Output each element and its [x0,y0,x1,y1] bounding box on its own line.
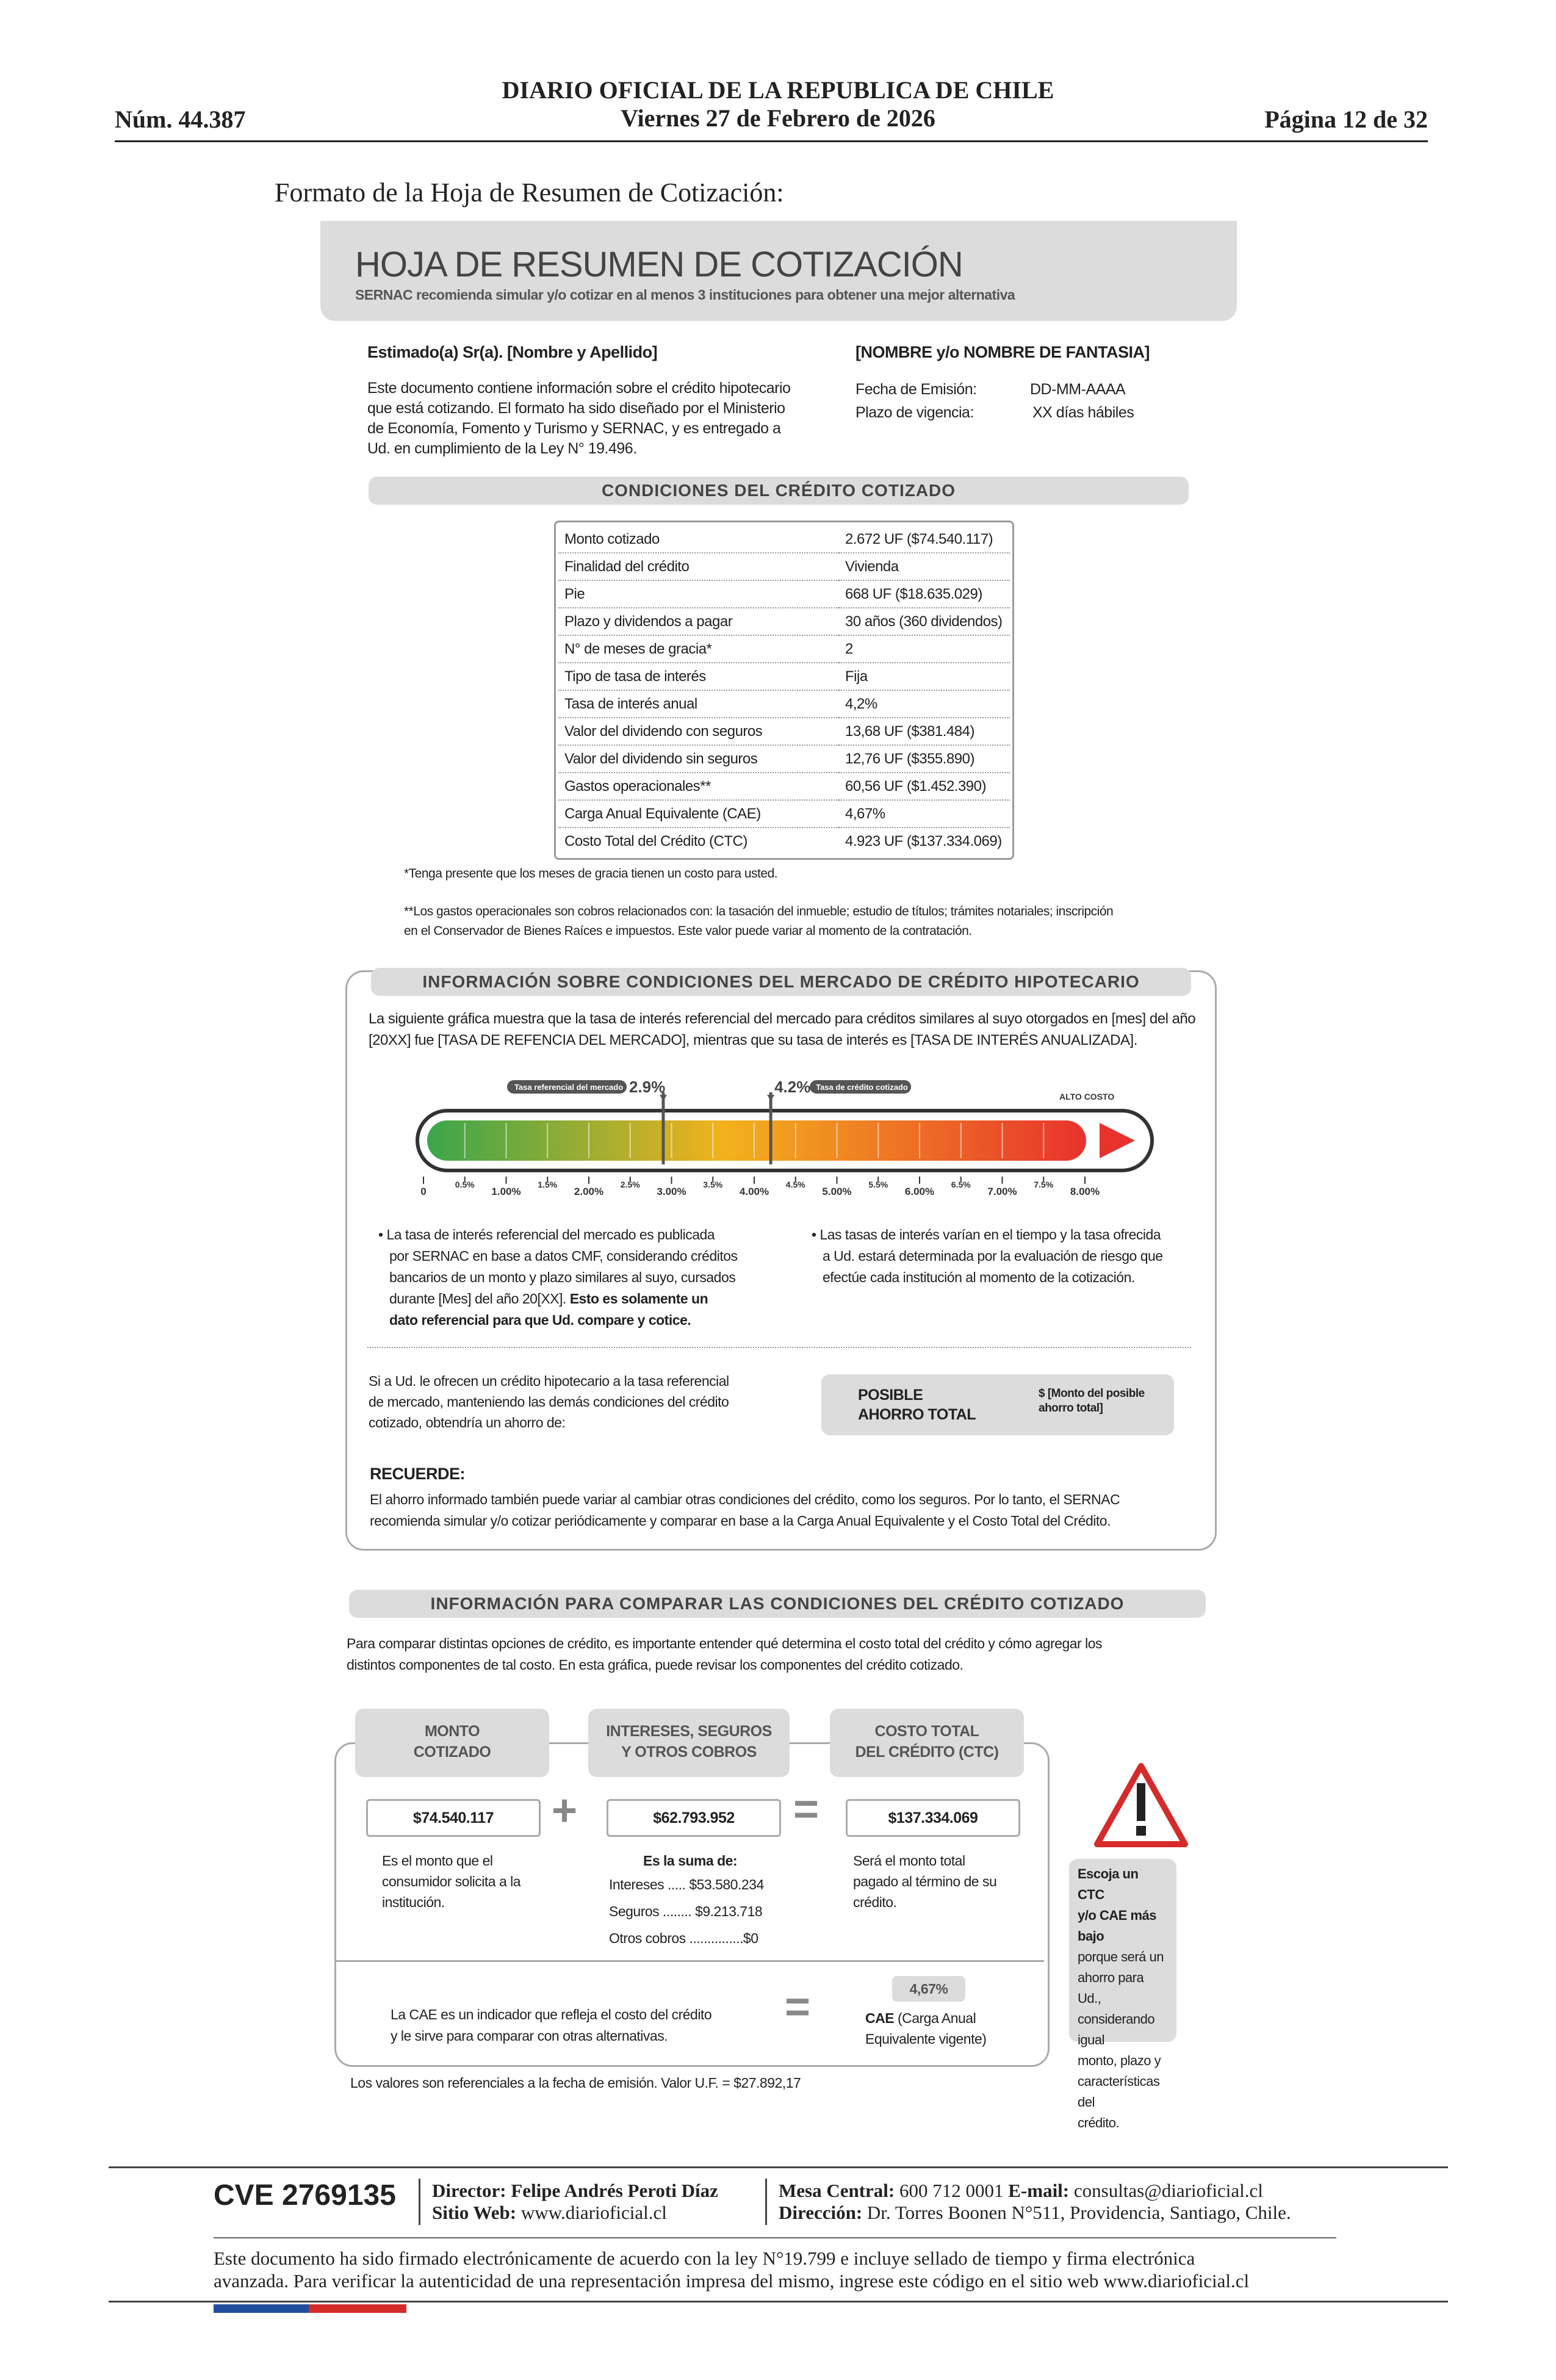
footer-separator-2 [765,2179,767,2225]
equals-sign: = [793,1785,819,1834]
condition-row [558,553,1010,580]
condition-row [558,580,1010,608]
condition-value: 13,68 UF ($381.484) [839,718,1010,745]
footer-top-rule [109,2166,1448,2168]
cve-code: CVE 2769135 [214,2179,396,2212]
col-interest-header: INTERESES, SEGUROS Y OTROS COBROS [588,1709,790,1777]
amount-description: Es el monto que el consumidor solicita a la institución. [382,1853,521,1910]
gauge-tick-label: 1.5% [538,1180,558,1189]
condition-value: 2.672 UF ($74.540.117) [839,526,1010,553]
compare-title: INFORMACIÓN PARA COMPARAR LAS CONDICIONES DEL CRÉDITO COTIZADO [349,1590,1206,1618]
condition-label: Monto cotizado [558,526,839,553]
ctc-description: Será el monto total pagado al término de su crédito. [853,1853,997,1910]
gauge-tick-label: 7.00% [987,1186,1017,1196]
rate-marker-value: 4.2% [774,1078,811,1096]
condition-label: Valor del dividendo con seguros [558,718,839,745]
gauge-tick-label: 6.5% [951,1180,971,1189]
interest-description: Es la suma de: Intereses ..... $53.580.234 Seguros ........ $9.213.718 Otros cobros ...............$0 [609,1853,764,1946]
gauge-tick-label: 7.5% [1034,1180,1054,1189]
condition-row [558,690,1010,718]
condition-row [558,663,1010,690]
sheet-intro-text: Este documento contiene información sobre el crédito hipotecario que está cotizando. El formato ha sido diseñado por el Ministerio de Economía, Fomento y Turismo y SERNAC, y es entregado a Ud. en cumplimiento de la Ley N° 19.496. [367,380,791,457]
conditions-table [554,521,1014,860]
gauge-tick-label: 5.5% [868,1180,888,1189]
footer-bottom-rule [109,2301,1448,2302]
sheet-title: HOJA DE RESUMEN DE COTIZACIÓN [355,245,963,284]
greeting: Estimado(a) Sr(a). [Nombre y Apellido] [367,343,658,361]
footer-mid-rule [214,2237,1336,2238]
condition-row [558,635,1010,663]
condition-row [558,718,1010,745]
col-ctc-header: COSTO TOTAL DEL CRÉDITO (CTC) [830,1709,1024,1777]
condition-row [558,745,1010,773]
flag-stripe-red [309,2304,406,2313]
condition-value: 30 años (360 dividendos) [839,608,1010,635]
compare-panel-divider [336,1960,1044,1962]
condition-label: Pie [558,580,839,608]
condition-row [558,526,1010,553]
condition-label: Costo Total del Crédito (CTC) [564,832,747,849]
page-number: Página 12 de 32 [1264,106,1428,133]
condition-value: 4,2% [839,690,1010,718]
amount-value: $74.540.117 [366,1799,541,1837]
condition-value: 12,76 UF ($355.890) [839,745,1010,773]
market-text: La siguiente gráfica muestra que la tasa de interés referencial del mercado para créditos similares al suyo otorgados en [mes] del año [20XX] fue [TASA DE REFENCIA DEL MERCADO], mientras que su tasa de interés es [TASA DE INTERÉS ANUALIZADA]. [369,1011,1196,1048]
condition-value: 668 UF ($18.635.029) [839,580,1010,608]
rate-marker-label: Tasa referencial del mercado [514,1083,624,1092]
emission-label: Fecha de Emisión: [855,381,977,398]
condition-value: 60,56 UF ($1.452.390) [839,773,1010,800]
condition-label: Tasa de interés anual [558,690,839,718]
savings-box-label: POSIBLE AHORRO TOTAL [858,1387,976,1423]
savings-text: Si a Ud. le ofrecen un crédito hipotecario a la tasa referencial de mercado, manteniendo las demás condiciones del crédito cotizado, obtendría un ahorro de: [369,1373,729,1430]
gauge-tick-label: 1.00% [491,1186,521,1196]
issue-number: Núm. 44.387 [115,106,246,133]
high-cost-label: ALTO COSTO [1059,1092,1115,1102]
institution-name: [NOMBRE y/o NOMBRE DE FANTASIA] [855,343,1150,361]
condition-label: Finalidad del crédito [558,553,839,580]
compare-text: Para comparar distintas opciones de crédito, es importante entender qué determina el costo total del crédito y cómo agregar los distintos componentes de tal costo. En esta gráfica, puede revisar los componentes del crédito cotizado. [347,1635,1102,1673]
condition-row [558,608,1010,635]
header-divider [115,140,1428,142]
rate-gauge [403,1074,1172,1196]
cae-label: CAE (Carga Anual Equivalente vigente) [865,2010,987,2047]
warning-box: Escoja un CTC y/o CAE más bajo porque será un ahorro para Ud., considerando igual monto, plazo y características del crédito. [1069,1859,1176,2042]
condition-row [558,800,1010,828]
director-info: Director: Felipe Andrés Peroti Díaz Sitio Web: www.diarioficial.cl [432,2180,718,2223]
gauge-tick-label: 2.00% [574,1186,604,1196]
market-bullet-1: • La tasa de interés referencial del mercado es publicada por SERNAC en base a datos CMF, considerando créditos bancarios de un monto y plazo similares al suyo, cursados durante [Mes] del año 20[XX]. Esto es solamente un dato referencial para que Ud. compare y cotice. [378,1227,738,1328]
intro-heading: Formato de la Hoja de Resumen de Cotización: [275,178,784,207]
gauge-tick-label: 4.5% [785,1180,805,1189]
gauge-tick-label: 5.00% [822,1186,852,1196]
newspaper-title: DIARIO OFICIAL DE LA REPUBLICA DE CHILE [502,76,1054,104]
gauge-tick-label: 4.00% [739,1186,769,1196]
condition-value: Fija [839,663,1010,690]
condition-label: Plazo y dividendos a pagar [558,608,839,635]
rate-marker-value: 2.9% [629,1078,666,1096]
condition-value: 4,67% [839,800,1010,828]
condition-label: N° de meses de gracia* [558,635,839,663]
gauge-tick-label: 2.5% [620,1180,640,1189]
gauge-tick-label: 3.5% [703,1180,723,1189]
emission-value: DD-MM-AAAA [1030,381,1126,398]
operational-expenses-note: **Los gastos operacionales son cobros relacionados con: la tasación del inmueble; estudio de títulos; trámites notariales; inscripción en el Conservador de Bienes Raíces e impuestos. Este valor puede variar al momento de la contratación. [404,904,1114,938]
cae-value: 4,67% [892,1976,965,2002]
validity-value: XX días hábiles [1032,404,1134,421]
dotted-divider [367,1347,1191,1348]
remember-text: El ahorro informado también puede variar al cambiar otras condiciones del crédito, como los seguros. Por lo tanto, el SERNAC recomienda simular y/o cotizar periódicamente y comparar en base a la Carga Anual Equivalente y el Costo Total del Crédito. [370,1491,1120,1529]
sheet-subtitle: SERNAC recomienda simular y/o cotizar en al menos 3 instituciones para obtener una mejor alternativa [355,287,1015,303]
savings-box-value: $ [Monto del posible ahorro total] [1039,1387,1145,1415]
condition-label: Valor del dividendo sin seguros [558,745,839,773]
condition-label: Carga Anual Equivalente (CAE) [558,800,839,828]
cae-equals-sign: = [785,1983,810,2032]
flag-stripe-blue [214,2304,309,2313]
footer-separator-1 [419,2179,420,2225]
condition-row [558,773,1010,800]
gauge-tick-label: 6.00% [904,1186,935,1196]
condition-label: Gastos operacionales** [558,773,839,800]
issue-date: Viernes 27 de Febrero de 2026 [621,104,935,132]
condition-value: Vivienda [839,553,1010,580]
interest-value: $62.793.952 [607,1799,781,1837]
market-bullet-2: • Las tasas de interés varían en el tiempo y la tasa ofrecida a Ud. estará determinada por la evaluación de riesgo que efectúe cada institución al momento de la cotización. [812,1227,1163,1285]
gauge-tick-label: 0 [420,1186,427,1196]
rate-marker-label: Tasa de crédito cotizado [816,1083,908,1092]
rate-marker-pointer [767,1095,774,1101]
ctc-value: $137.334.069 [846,1799,1020,1837]
gauge-tick-label: 0.5% [455,1180,475,1189]
conditions-title: CONDICIONES DEL CRÉDITO COTIZADO [369,477,1189,505]
gauge-tick-label: 3.00% [657,1186,686,1196]
gauge-tick-label: 8.00% [1070,1186,1100,1196]
condition-value: 2 [839,635,1010,663]
condition-value: 4.923 UF ($137.334.069) [845,832,1002,849]
warning-icon [1092,1761,1190,1850]
gauge-fill [427,1120,1086,1161]
legal-notice: Este documento ha sido firmado electrónicamente de acuerdo con la ley N°19.799 e incluye sellado de tiempo y firma electrónica avanzada. Para verificar la autenticidad de una representación impresa del mismo, ingrese este código en el sitio web www.diarioficial.cl [214,2248,1250,2292]
col-amount-header: MONTO COTIZADO [355,1709,549,1777]
remember-title: RECUERDE: [370,1465,466,1483]
uf-footnote: Los valores son referenciales a la fecha de emisión. Valor U.F. = $27.892,17 [350,2075,801,2091]
validity-label: Plazo de vigencia: [855,404,974,421]
grace-note: *Tenga presente que los meses de gracia tienen un costo para usted. [404,867,778,881]
cae-text: La CAE es un indicador que refleja el costo del crédito y le sirve para comparar con otras alternativas. [391,2007,712,2044]
contact-info: Mesa Central: 600 712 0001 E-mail: consultas@diarioficial.cl Dirección: Dr. Torres Boonen N°511, Providencia, Santiago, Chile. [779,2180,1291,2223]
market-title: INFORMACIÓN SOBRE CONDICIONES DEL MERCADO DE CRÉDITO HIPOTECARIO [371,968,1191,996]
condition-row [558,828,1010,854]
condition-label: Tipo de tasa de interés [558,663,839,690]
plus-sign: + [552,1786,577,1835]
